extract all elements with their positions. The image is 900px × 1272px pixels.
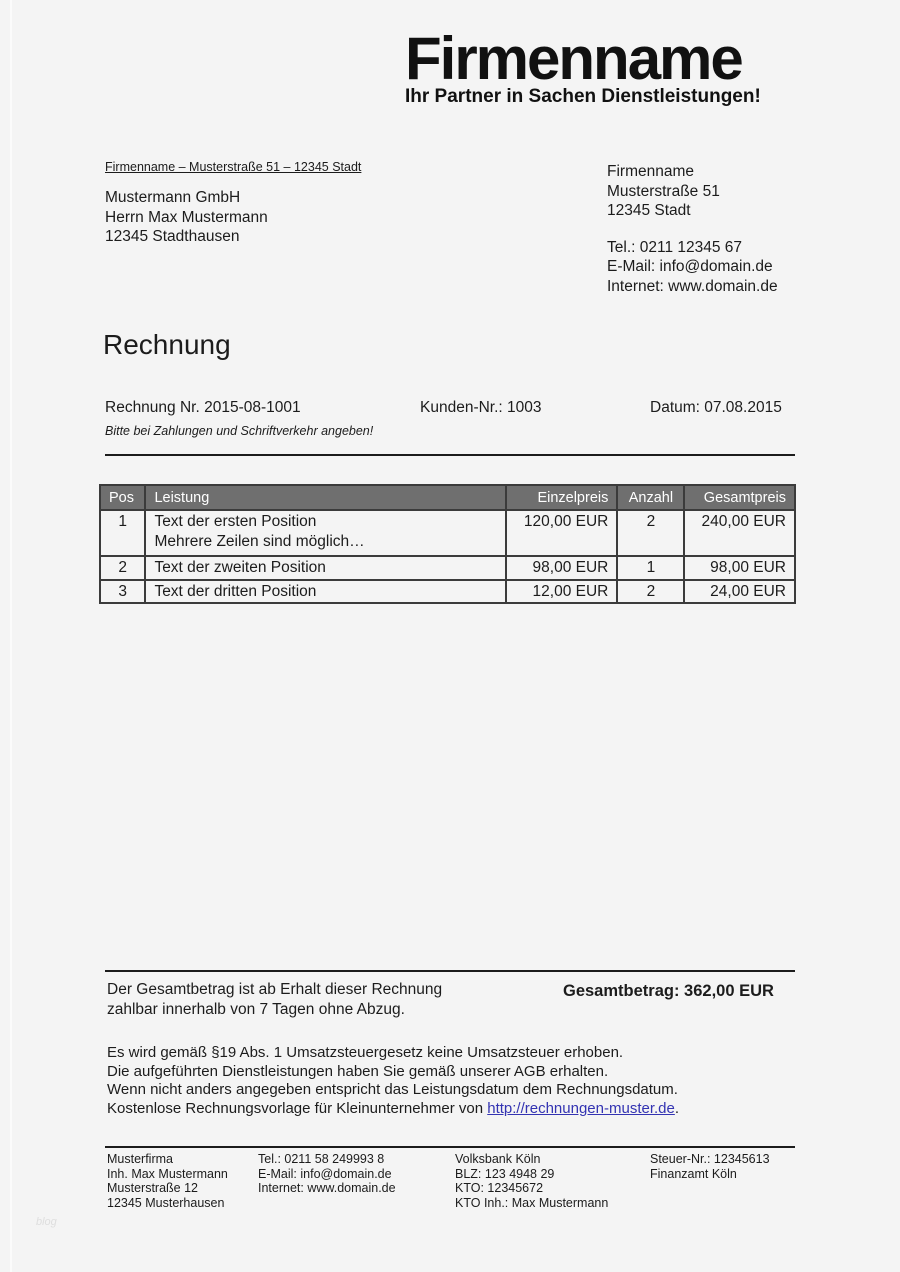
header-einzelpreis: Einzelpreis xyxy=(506,485,618,510)
company-contact-block xyxy=(607,238,778,297)
cell-leistung: Text der dritten Position xyxy=(145,580,505,604)
payment-terms-line: zahlbar innerhalb von 7 Tagen ohne Abzug. xyxy=(107,1000,405,1018)
cell-anzahl: 2 xyxy=(617,580,684,604)
grand-total-label: Gesamtbetrag: xyxy=(563,982,680,1000)
header-leistung: Leistung xyxy=(145,485,505,510)
footer-company-column xyxy=(107,1152,228,1210)
recipient-name: Herrn Max Mustermann xyxy=(105,208,268,226)
footer-tax-column xyxy=(650,1152,770,1181)
company-email: E-Mail: info@domain.de xyxy=(607,258,773,275)
footer-street: Musterstraße 12 xyxy=(107,1181,199,1195)
company-name: Firmenname xyxy=(607,163,694,180)
recipient-city: 12345 Stadthausen xyxy=(105,228,240,245)
blog-watermark: blog xyxy=(36,1216,57,1228)
template-source-text: Kostenlose Rechnungsvorlage für Kleinunternehmer von xyxy=(107,1099,488,1117)
table-row xyxy=(100,556,795,580)
footer-account: KTO: 12345672 xyxy=(455,1181,544,1195)
grand-total xyxy=(563,982,774,1001)
cell-einzelpreis: 98,00 EUR xyxy=(506,556,618,580)
payment-reference-note: Bitte bei Zahlungen und Schriftverkehr angeben! xyxy=(105,424,374,438)
footer-bank-column xyxy=(455,1152,608,1210)
page-edge-line xyxy=(10,0,12,1272)
logo-company-name: Firmenname xyxy=(405,25,742,92)
agb-note: Die aufgeführten Dienstleistungen haben Sie gemäß unserer AGB erhalten. xyxy=(107,1062,609,1080)
cell-gesamtpreis: 240,00 EUR xyxy=(684,510,795,556)
company-address-block xyxy=(607,162,778,296)
logo-tagline: Ihr Partner in Sachen Dienstleistungen! xyxy=(405,86,761,107)
invoice-date: Datum: 07.08.2015 xyxy=(650,399,782,416)
header-gesamtpreis: Gesamtpreis xyxy=(684,485,795,510)
footer-email: E-Mail: info@domain.de xyxy=(258,1166,392,1181)
footer-phone: Tel.: 0211 58 249993 8 xyxy=(258,1152,385,1166)
cell-gesamtpreis: 24,00 EUR xyxy=(684,580,795,604)
leistung-line: Text der ersten Position xyxy=(154,513,317,530)
recipient-company: Mustermann GmbH xyxy=(105,189,241,206)
header-pos: Pos xyxy=(100,485,145,510)
recipient-address-block xyxy=(105,188,268,247)
table-row xyxy=(100,510,795,556)
invoice-items-table xyxy=(99,484,796,604)
sender-return-address: Firmenname – Musterstraße 51 – 12345 Stadt xyxy=(105,160,362,174)
table-row xyxy=(100,580,795,604)
company-street: Musterstraße 51 xyxy=(607,182,720,200)
cell-anzahl: 2 xyxy=(617,510,684,556)
footer-city: 12345 Musterhausen xyxy=(107,1195,225,1210)
cell-anzahl: 1 xyxy=(617,556,684,580)
cell-einzelpreis: 12,00 EUR xyxy=(506,580,618,604)
leistung-line: Mehrere Zeilen sind möglich… xyxy=(154,532,365,550)
service-date-note: Wenn nicht anders angegeben entspricht das Leistungsdatum dem Rechnungsdatum. xyxy=(107,1081,678,1098)
footer-website: Internet: www.domain.de xyxy=(258,1181,396,1195)
divider-above-total xyxy=(105,970,795,972)
divider-above-table xyxy=(105,454,795,456)
tax-exemption-note: Es wird gemäß §19 Abs. 1 Umsatzsteuergesetz keine Umsatzsteuer erhoben. xyxy=(107,1044,624,1061)
footer-tax-number: Steuer-Nr.: 12345613 xyxy=(650,1152,770,1166)
company-phone: Tel.: 0211 12345 67 xyxy=(607,238,743,256)
cell-einzelpreis: 120,00 EUR xyxy=(506,510,618,556)
template-source-period: . xyxy=(674,1099,680,1117)
cell-pos: 3 xyxy=(100,580,145,604)
footer-contact-column xyxy=(258,1152,396,1196)
footer-owner: Inh. Max Mustermann xyxy=(107,1166,228,1181)
template-source-note xyxy=(107,1100,679,1119)
footer-company-name: Musterfirma xyxy=(107,1152,173,1166)
company-logo xyxy=(405,25,815,108)
payment-terms-line: Der Gesamtbetrag ist ab Erhalt dieser Rechnung xyxy=(107,981,443,998)
document-title: Rechnung xyxy=(103,329,231,360)
footer-bank-name: Volksbank Köln xyxy=(455,1152,541,1166)
grand-total-value: 362,00 EUR xyxy=(684,982,774,1000)
footer-account-holder: KTO Inh.: Max Mustermann xyxy=(455,1195,609,1210)
payment-terms xyxy=(107,980,442,1019)
cell-leistung: Text der zweiten Position xyxy=(145,556,505,580)
cell-pos: 2 xyxy=(100,556,145,580)
template-source-link[interactable]: http://rechnungen-muster.de xyxy=(487,1099,675,1117)
legal-notes xyxy=(107,1044,679,1118)
customer-number: Kunden-Nr.: 1003 xyxy=(420,399,542,416)
divider-above-footer xyxy=(105,1146,795,1148)
company-city: 12345 Stadt xyxy=(607,202,691,219)
cell-leistung xyxy=(145,510,505,556)
cell-pos: 1 xyxy=(100,510,145,556)
table-header-row xyxy=(100,485,795,510)
header-anzahl: Anzahl xyxy=(617,485,684,510)
cell-gesamtpreis: 98,00 EUR xyxy=(684,556,795,580)
company-website: Internet: www.domain.de xyxy=(607,277,778,295)
footer-blz: BLZ: 123 4948 29 xyxy=(455,1166,555,1181)
invoice-number: Rechnung Nr. 2015-08-1001 xyxy=(105,399,301,416)
footer-tax-office: Finanzamt Köln xyxy=(650,1166,737,1181)
